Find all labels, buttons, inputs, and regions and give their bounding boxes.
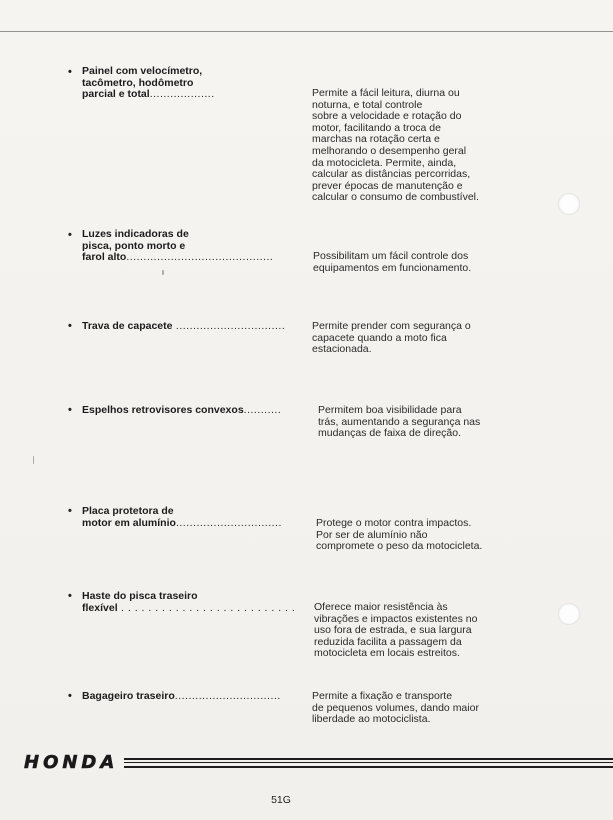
- feature-name: Luzes indicadoras de pisca, ponto morto e farol alto...........................................: [82, 228, 274, 263]
- scan-speck: [33, 456, 34, 464]
- bullet: •: [68, 690, 72, 702]
- bullet: •: [68, 66, 72, 78]
- feature-name: Espelhos retrovisores convexos...........: [82, 404, 282, 416]
- leader-dots: ...........................................: [126, 251, 274, 263]
- feature-description: Permite a fácil leitura, diurna ou noturna, e total controle sobre a velocidade e rotação do motor, facilitando a troca de marchas na rotação certa e melhorando o desempenho geral da motocicleta. Permite, ainda, calcular as distâncias percorridas, prever épocas de manutenção e calcular o consumo de combustível.: [312, 87, 479, 204]
- feature-name: Haste do pisca traseiro flexível . . . . . . . . . . . . . . . . . . . . . . . . . .: [82, 590, 296, 614]
- bullet: •: [68, 229, 72, 241]
- leader-dots: ...............................: [174, 690, 281, 702]
- leader-dots: ................................: [172, 320, 286, 332]
- footer-band: [22, 752, 613, 773]
- top-rule: [0, 31, 613, 32]
- feature-description: Permite prender com segurança o capacete quando a moto fica estacionada.: [312, 320, 471, 356]
- punch-hole: [558, 603, 580, 625]
- feature-description: Oferece maior resistência às vibrações e impactos existentes no uso fora de estrada, e sua largura reduzida facilita a passagem da motocicleta em locais estreitos.: [314, 601, 478, 660]
- scan-speck: [162, 270, 164, 275]
- brand-logo: HONDA: [22, 754, 124, 772]
- feature-description: Permitem boa visibilidade para trás, aumentando a segurança nas mudanças de faixa de direção.: [318, 404, 481, 440]
- feature-name: Bagageiro traseiro...............................: [82, 690, 281, 702]
- bullet: •: [68, 320, 72, 332]
- leader-dots: ...................: [149, 88, 215, 100]
- feature-description: Protege o motor contra impactos. Por ser de alumínio não compromete o peso da motocicleta.: [316, 517, 483, 553]
- leader-dots: ...........: [243, 404, 282, 416]
- feature-description: Permite a fixação e transporte de pequenos volumes, dando maior liberdade ao motociclista.: [312, 690, 479, 726]
- leader-dots: . . . . . . . . . . . . . . . . . . . . . . . . . .: [117, 601, 296, 614]
- bullet: •: [68, 404, 72, 416]
- punch-hole: [558, 193, 580, 215]
- feature-name: Placa protetora de motor em alumínio...............................: [82, 505, 282, 529]
- feature-description: Possibilitam um fácil controle dos equipamentos em funcionamento.: [313, 250, 472, 274]
- page-number: 51G: [271, 794, 291, 806]
- bullet: •: [68, 505, 72, 517]
- leader-dots: ...............................: [175, 516, 282, 529]
- feature-name: Trava de capacete ................................: [82, 320, 286, 332]
- bullet: •: [68, 590, 72, 602]
- feature-name: Painel com velocímetro, tacômetro, hodômetro parcial e total...................: [82, 65, 215, 100]
